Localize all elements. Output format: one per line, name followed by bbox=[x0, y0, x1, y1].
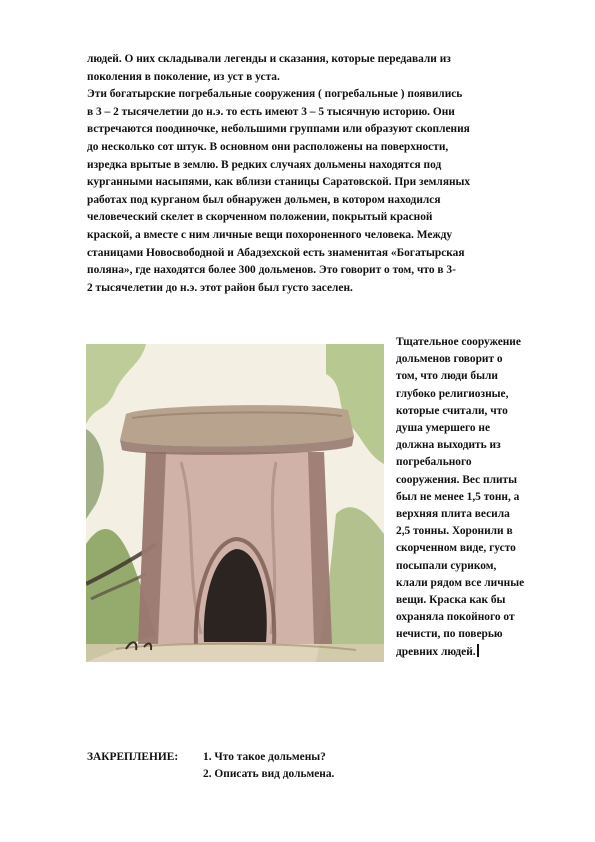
text-line: душа умершего не bbox=[396, 422, 491, 435]
text-line: охраняла покойного от bbox=[396, 611, 515, 624]
text-line: в 3 – 2 тысячелетии до н.э. то есть имеют 3 – 5 тысячную историю. Они bbox=[87, 105, 455, 118]
text-line: был не менее 1,5 тонн, а bbox=[396, 490, 520, 503]
review-label: ЗАКРЕПЛЕНИЕ: bbox=[87, 751, 179, 763]
dolmen-watercolor-drawing-icon bbox=[86, 344, 384, 662]
text-line: до несколько сот штук. В основном они расположены на поверхности, bbox=[87, 140, 449, 153]
text-line: Эти богатырские погребальные сооружения ( погребальные ) появились bbox=[87, 88, 463, 101]
text-line-last bbox=[396, 644, 566, 661]
text-line: погребального bbox=[396, 456, 472, 469]
text-line: курганными насыпями, как вблизи станицы Саратовской. При земляных bbox=[87, 176, 471, 189]
text-line-content: древних людей. bbox=[396, 645, 476, 658]
text-line: станицами Новосвободной и Абадзехской есть знаменитая «Богатырская bbox=[87, 246, 465, 259]
text-line: глубоко религиозные, bbox=[396, 387, 509, 400]
text-line: краской, а вместе с ним личные вещи похороненного человека. Между bbox=[87, 228, 453, 241]
text-line: дольменов говорит о bbox=[396, 353, 503, 366]
text-line: сооружения. Вес плиты bbox=[396, 473, 518, 486]
text-line: должна выходить из bbox=[396, 439, 501, 452]
text-line: нечисти, по поверью bbox=[396, 628, 503, 641]
text-line: вещи. Краска как бы bbox=[396, 594, 506, 607]
text-line: человеческий скелет в скорченном положении, покрытый красной bbox=[87, 211, 433, 224]
text-line: 2,5 тонны. Хоронили в bbox=[396, 525, 513, 538]
review-row-1 bbox=[87, 749, 507, 766]
text-line: посыпали суриком, bbox=[396, 559, 497, 572]
text-line: людей. О них складывали легенды и сказания, которые передавали из bbox=[87, 53, 451, 65]
text-line: Тщательное сооружение bbox=[396, 336, 521, 348]
text-line: клали рядом все личные bbox=[396, 576, 525, 589]
text-cursor[interactable] bbox=[477, 644, 479, 657]
text-line: поколения в поколение, из уст в уста. bbox=[87, 70, 280, 83]
text-line: скорченном виде, густо bbox=[396, 542, 516, 555]
text-line: которые считали, что bbox=[396, 404, 508, 417]
review-question-1: 1. Что такое дольмены? bbox=[203, 751, 326, 763]
text-line: поляна», где находятся более 300 дольменов. Это говорит о том, что в 3- bbox=[87, 264, 456, 277]
dolmen-illustration bbox=[86, 344, 384, 662]
text-line: встречаются поодиночке, небольшими группами или образуют скопления bbox=[87, 123, 470, 136]
text-line: изредка врытые в землю. В редких случаях дольмены находятся под bbox=[87, 158, 442, 171]
top-paragraph bbox=[87, 51, 557, 297]
text-line: работах под курганом был обнаружен дольмен, в котором находился bbox=[87, 193, 441, 206]
text-line: 2 тысячелетии до н.э. этот район был густо заселен. bbox=[87, 281, 353, 294]
review-question-2: 2. Описать вид дольмена. bbox=[203, 768, 335, 780]
text-line: верхняя плита весила bbox=[396, 508, 510, 521]
side-paragraph bbox=[396, 334, 566, 661]
review-row-2 bbox=[87, 766, 507, 783]
text-line: том, что люди были bbox=[396, 370, 498, 383]
review-section bbox=[87, 749, 507, 783]
